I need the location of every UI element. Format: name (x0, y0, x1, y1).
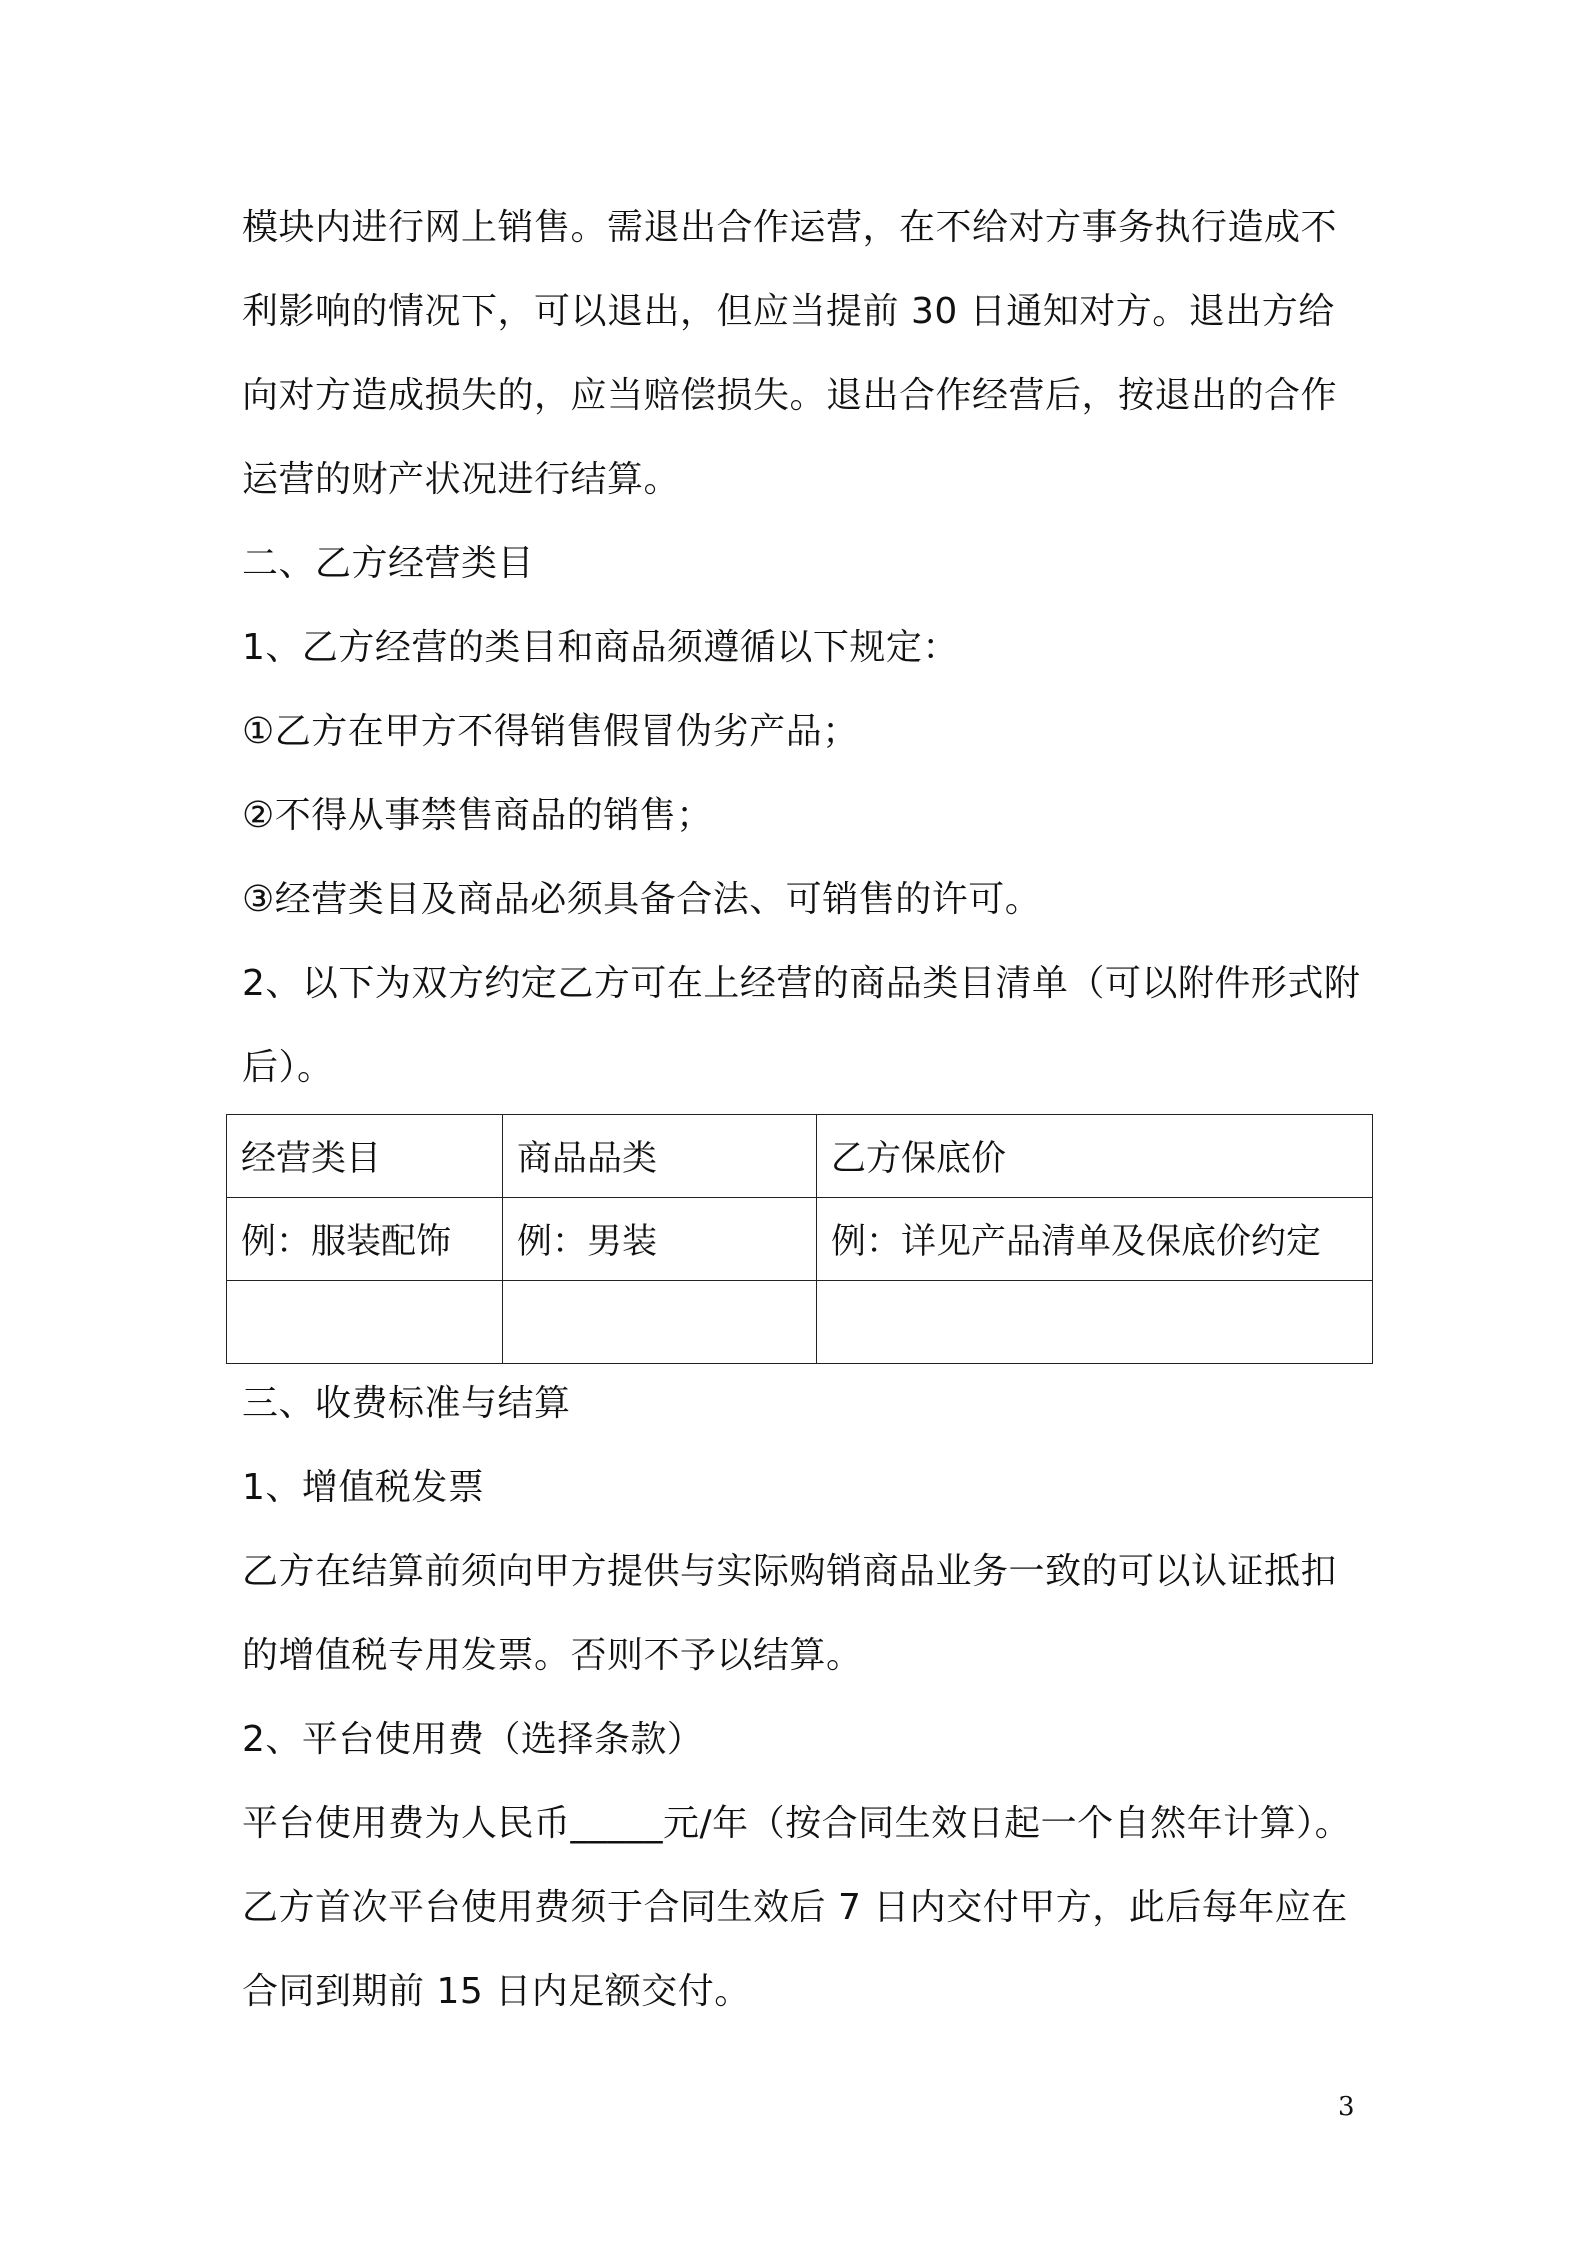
table-row (227, 1281, 1373, 1364)
paragraph-vat-invoice: 乙方在结算前须向甲方提供与实际购销商品业务一致的可以认证抵扣的增值税专用发票。否则不予以结算。 (242, 1551, 1338, 1676)
table-cell: 例：详见产品清单及保底价约定 (817, 1198, 1373, 1281)
clause-2-1: 1、乙方经营的类目和商品须遵循以下规定： (242, 627, 959, 668)
table-cell: 例：服装配饰 (227, 1198, 503, 1281)
section-heading-fees-settlement: 三、收费标准与结算 (242, 1383, 571, 1424)
table-header-cell: 商品品类 (503, 1115, 817, 1198)
table-header-cell: 乙方保底价 (817, 1115, 1373, 1198)
section-heading-business-categories: 二、乙方经营类目 (242, 543, 535, 584)
table-cell (817, 1281, 1373, 1364)
paragraph-platform-fee: 平台使用费为人民币_____元/年（按合同生效日起一个自然年计算）。乙方首次平台使用费须于合同生效后 7 日内交付甲方，此后每年应在合同到期前 15 日内足额交付。 (242, 1803, 1352, 2012)
category-table (226, 1114, 1373, 1364)
table-cell: 例：男装 (503, 1198, 817, 1281)
rule-item-2: ②不得从事禁售商品的销售； (242, 795, 713, 836)
table-row (227, 1198, 1373, 1281)
table-cell (503, 1281, 817, 1364)
clause-3-2: 2、平台使用费（选择条款） (242, 1719, 704, 1760)
clause-2-2: 2、以下为双方约定乙方可在上经营的商品类目清单（可以附件形式附后）。 (242, 963, 1361, 1088)
rule-item-1: ①乙方在甲方不得销售假冒伪劣产品； (242, 711, 859, 752)
rule-item-3: ③经营类目及商品必须具备合法、可销售的许可。 (242, 879, 1042, 920)
table-cell (227, 1281, 503, 1364)
page-number: 3 (1338, 2092, 1355, 2122)
table-header-cell: 经营类目 (227, 1115, 503, 1198)
table-header-row (227, 1115, 1373, 1198)
paragraph-exit-cooperation: 模块内进行网上销售。需退出合作运营，在不给对方事务执行造成不利影响的情况下，可以退出，但应当提前 30 日通知对方。退出方给向对方造成损失的，应当赔偿损失。退出合作经营后，按退出的合作运营的财产状况进行结算。 (242, 207, 1338, 500)
clause-3-1: 1、增值税发票 (242, 1467, 485, 1508)
